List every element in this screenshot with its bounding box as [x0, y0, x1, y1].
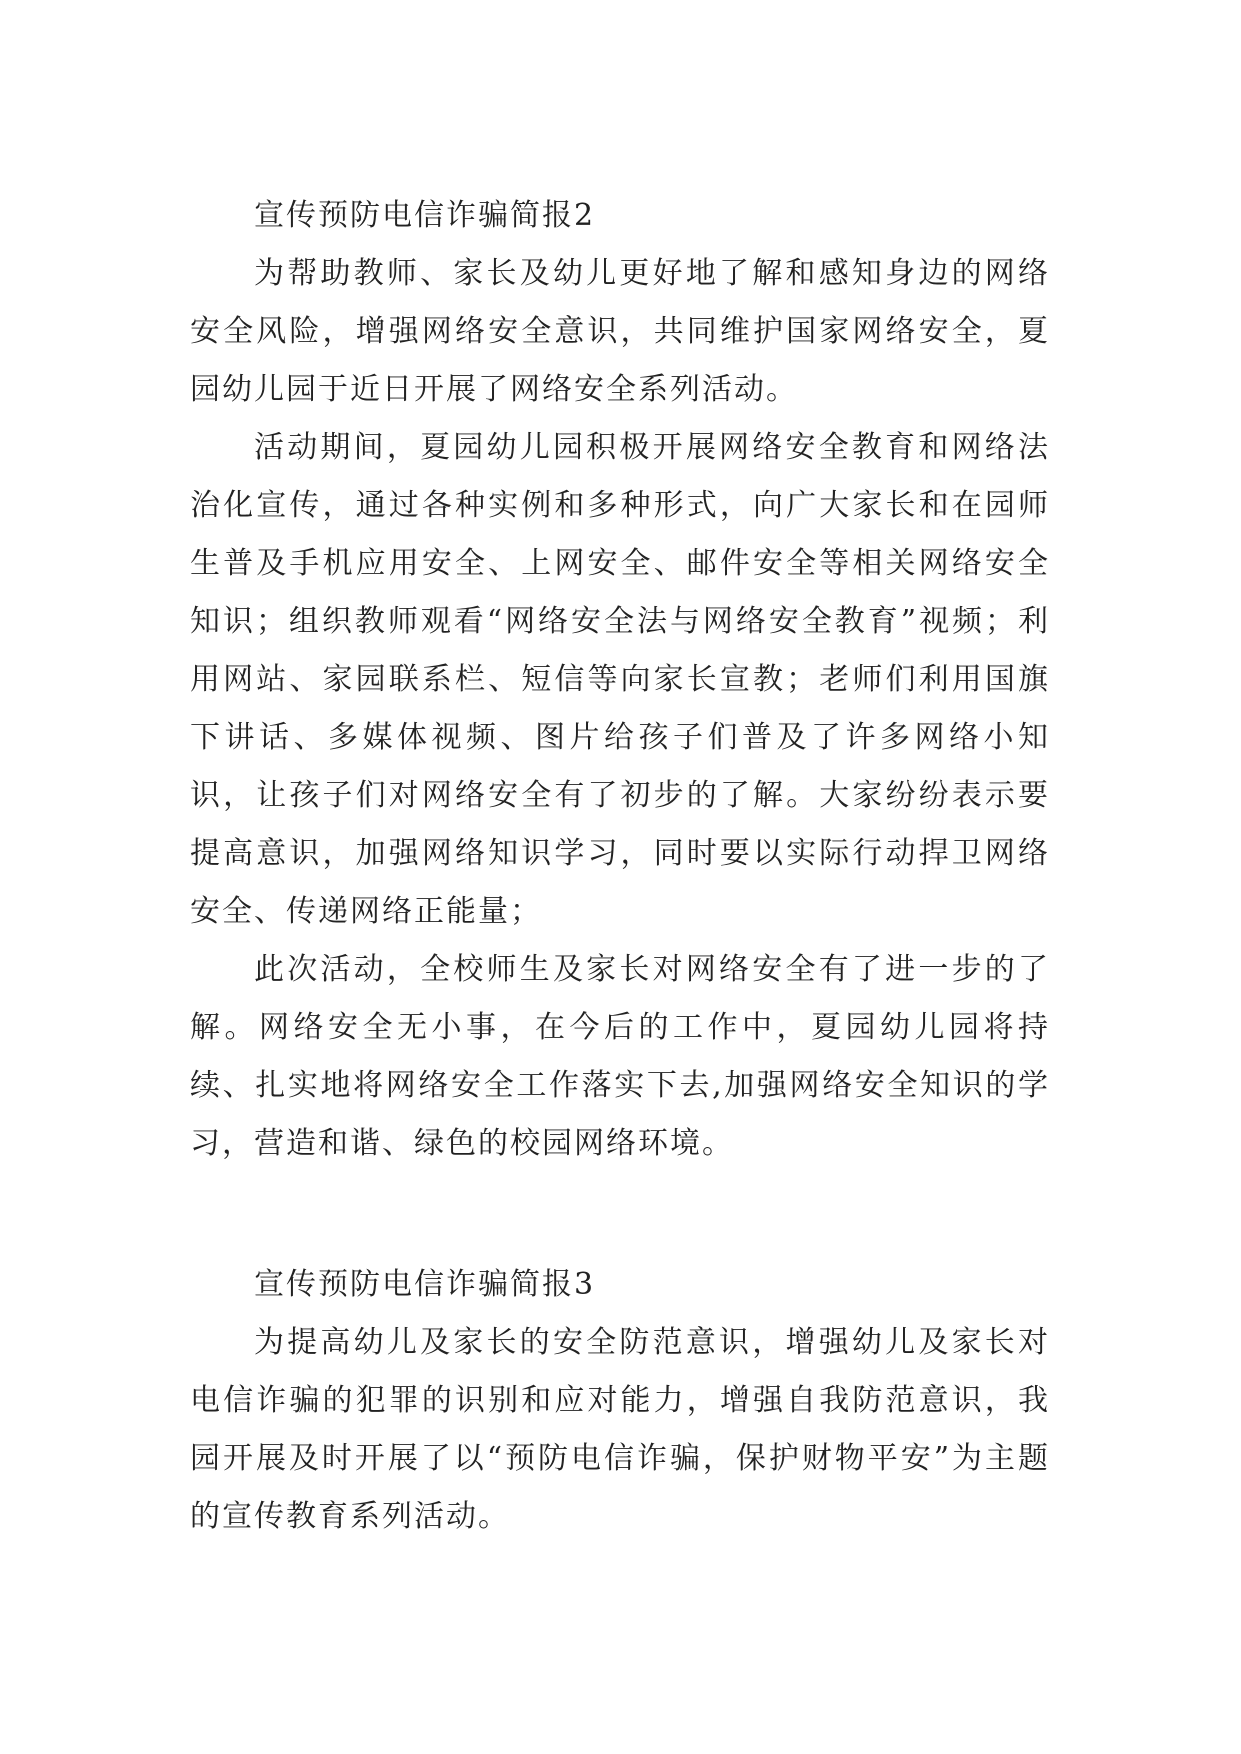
paragraph: 此次活动，全校师生及家长对网络安全有了进一步的了解。网络安全无小事，在今后的工作中，夏园幼儿园将持续、扎实地将网络安全工作落实下去,加强网络安全知识的学习，营造和谐、绿色的校园网络环境。	[190, 952, 1050, 1161]
report-section-2	[190, 187, 1050, 1173]
report-section-3	[190, 1256, 1050, 1546]
section-heading: 宣传预防电信诈骗简报2	[254, 198, 596, 233]
paragraph: 为提高幼儿及家长的安全防范意识，增强幼儿及家长对电信诈骗的犯罪的识别和应对能力，增强自我防范意识，我园开展及时开展了以“预防电信诈骗，保护财物平安”为主题的宣传教育系列活动。	[190, 1325, 1050, 1534]
section-heading: 宣传预防电信诈骗简报3	[254, 1267, 596, 1302]
paragraph: 活动期间，夏园幼儿园积极开展网络安全教育和网络法治化宣传，通过各种实例和多种形式，向广大家长和在园师生普及手机应用安全、上网安全、邮件安全等相关网络安全知识；组织教师观看“网络安全法与网络安全教育”视频；利用网站、家园联系栏、短信等向家长宣教；老师们利用国旗下讲话、多媒体视频、图片给孩子们普及了许多网络小知识，让孩子们对网络安全有了初步的了解。大家纷纷表示要提高意识，加强网络知识学习，同时要以实际行动捍卫网络安全、传递网络正能量；	[190, 430, 1050, 929]
paragraph: 为帮助教师、家长及幼儿更好地了解和感知身边的网络安全风险，增强网络安全意识，共同维护国家网络安全，夏园幼儿园于近日开展了网络安全系列活动。	[190, 256, 1050, 407]
